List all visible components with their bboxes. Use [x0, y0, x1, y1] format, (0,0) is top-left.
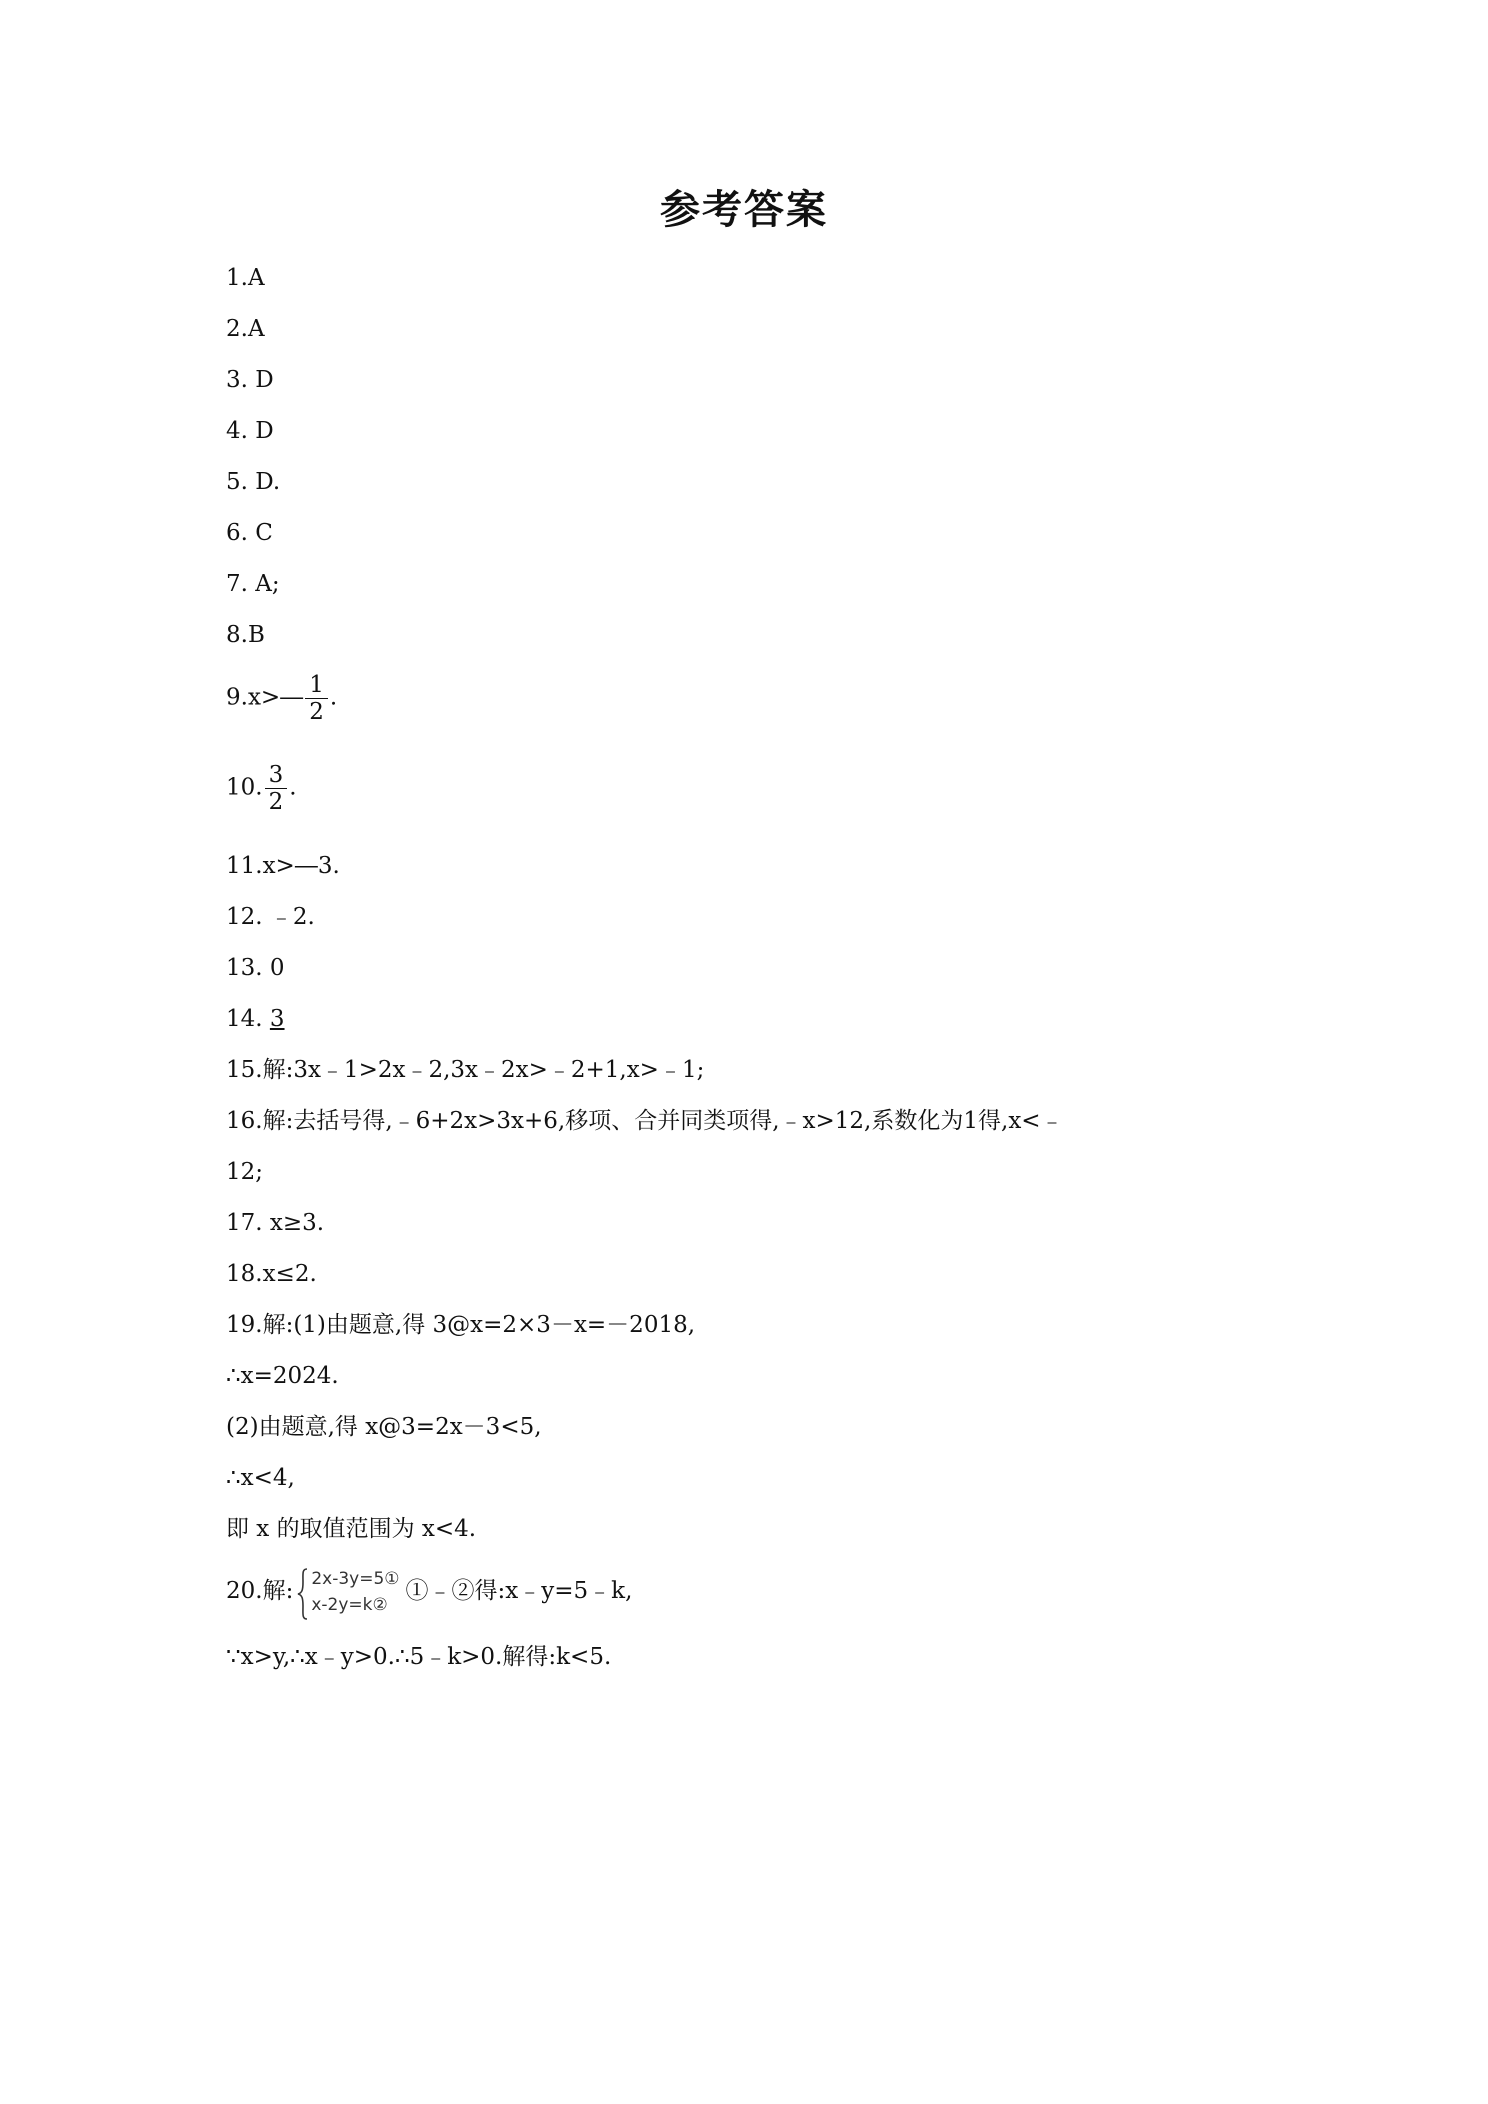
- answer-2: 2.A: [226, 316, 265, 342]
- answer-15: 15.解:3x﹣1>2x﹣2,3x﹣2x>﹣2+1,x>﹣1;: [226, 1057, 705, 1083]
- answer-19-line-3: (2)由题意,得 x@3=2x－3<5,: [226, 1414, 542, 1440]
- equation-2: x-2y=k②: [311, 1595, 388, 1615]
- answer-16-line-1: 16.解:去括号得,﹣6+2x>3x+6,移项、合并同类项得,﹣x>12,系数化为1得,x<﹣: [226, 1108, 1064, 1134]
- answer-4: 4. D: [226, 418, 274, 444]
- answer-19-line-5: 即 x 的取值范围为 x<4.: [226, 1516, 477, 1542]
- answer-10-fraction: [265, 762, 288, 815]
- answer-20-line-2: ∵x>y,∴x﹣y>0.∴5﹣k>0.解得:k<5.: [226, 1644, 612, 1670]
- answer-10-suffix: .: [289, 774, 297, 801]
- answer-10-prefix: 10.: [226, 774, 263, 801]
- answer-9-numerator: 1: [305, 672, 328, 699]
- equation-1: 2x-3y=5①: [311, 1569, 400, 1589]
- answer-14-prefix: 14.: [226, 1006, 270, 1032]
- answer-20-line-1: [226, 1566, 632, 1618]
- answer-9-denominator: 2: [309, 699, 324, 725]
- answer-20-suffix: ①﹣②得:x﹣y=5﹣k,: [405, 1578, 633, 1604]
- answer-9-suffix: .: [329, 684, 338, 711]
- answer-20-prefix: 20.解:: [226, 1578, 294, 1604]
- answer-10-numerator: 3: [265, 762, 288, 789]
- left-brace-icon: [297, 1568, 309, 1620]
- answer-10-denominator: 2: [268, 789, 284, 815]
- page-title: 参考答案: [660, 187, 828, 233]
- answer-1: 1.A: [226, 265, 265, 291]
- answer-11: 11.x>―3.: [226, 853, 340, 879]
- answer-17: 17. x≥3.: [226, 1210, 325, 1236]
- answer-7: 7. A;: [226, 571, 280, 597]
- answer-19-line-1: 19.解:(1)由题意,得 3@x=2×3－x=－2018,: [226, 1312, 696, 1338]
- answer-9-prefix: 9.x>―: [226, 684, 304, 711]
- answer-5: 5. D.: [226, 469, 281, 495]
- answer-10: [226, 762, 297, 815]
- answer-9: [226, 672, 337, 725]
- answer-16-line-2: 12;: [226, 1159, 264, 1185]
- answer-8: 8.B: [226, 622, 265, 648]
- equation-system: [297, 1566, 399, 1618]
- answer-3: 3. D: [226, 367, 274, 393]
- answer-19-line-2: ∴x=2024.: [226, 1363, 339, 1389]
- answer-19-line-4: ∴x<4,: [226, 1465, 295, 1491]
- answer-12: 12. ﹣2.: [226, 904, 315, 930]
- answer-13: 13. 0: [226, 955, 285, 981]
- answer-6: 6. C: [226, 520, 273, 546]
- answer-14: [226, 1004, 285, 1034]
- answer-9-fraction: [305, 672, 328, 725]
- answer-18: 18.x≤2.: [226, 1261, 317, 1287]
- answer-14-value: 3: [269, 1006, 285, 1032]
